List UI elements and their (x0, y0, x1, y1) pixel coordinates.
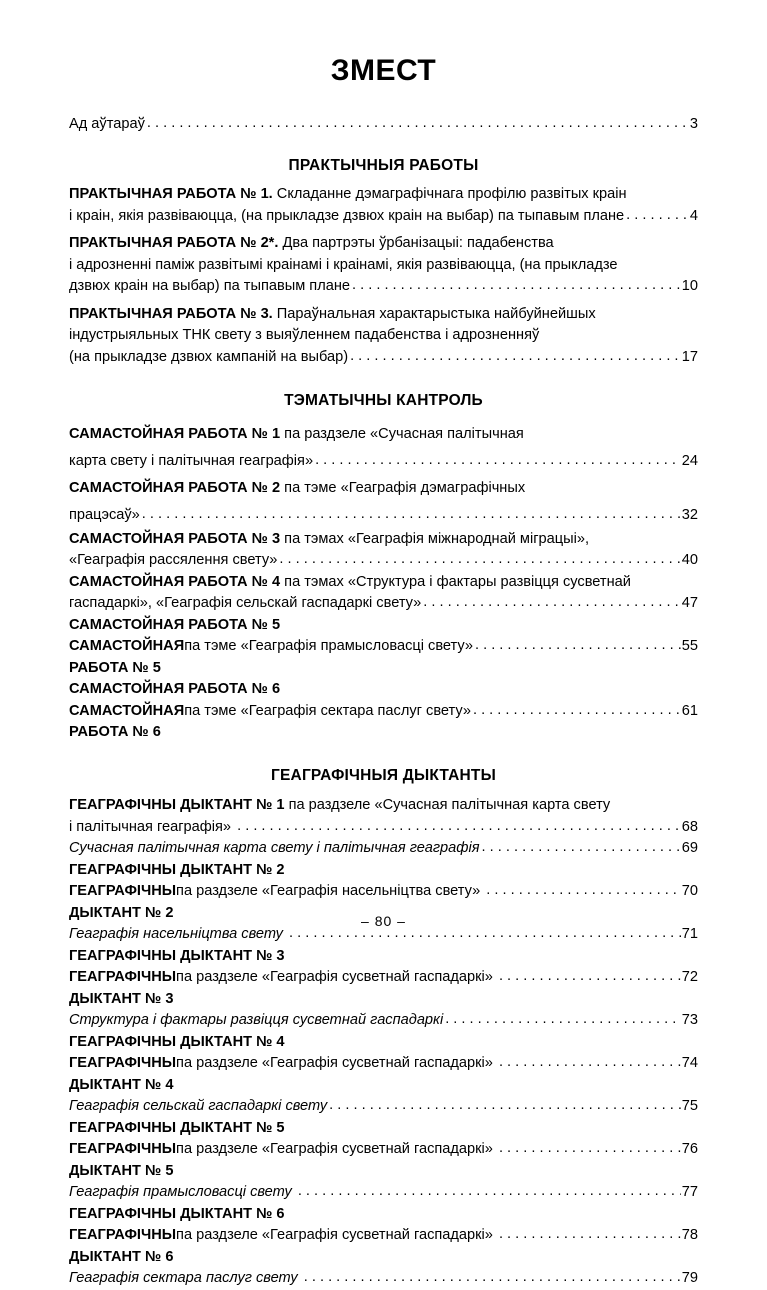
folio-page-number: – 80 – (361, 913, 406, 929)
toc-entry-text: Сучасная палітычная карта свету і палітычная геаграфія (69, 840, 480, 857)
toc-page-number: 10 (681, 278, 698, 295)
toc-entry-tail (69, 701, 698, 744)
toc-section-thematic-control (69, 392, 698, 744)
leader-dots (147, 113, 689, 135)
toc-entry-text: Ад аўтараў (69, 116, 145, 132)
leader-dots (237, 816, 681, 838)
leader-dots (423, 592, 681, 614)
toc-entry-text: карта свету і палітычная геаграфія» (69, 452, 314, 469)
toc-entry-line (69, 529, 698, 551)
toc-entry-label: САМАСТОЙНАЯ РАБОТА № 6 (69, 702, 185, 741)
toc-entry-text: Геаграфія прамысловасці свету (69, 1184, 296, 1201)
toc-page-number: 79 (681, 1270, 698, 1287)
leader-dots (499, 966, 681, 988)
toc-entry-text: па раздзеле «Геаграфія сусветнай гаспадаркі» (176, 1227, 497, 1244)
toc-entry-tail (69, 817, 698, 839)
toc-entry[interactable] (69, 615, 698, 680)
leader-dots (626, 205, 689, 227)
toc-entry-tail (69, 1010, 698, 1032)
toc-entry-line (69, 860, 698, 882)
toc-entry-label: ГЕАГРАФІЧНЫ ДЫКТАНТ № 5 (69, 1119, 285, 1136)
toc-entry-text: па раздзеле «Геаграфія сусветнай гаспадаркі» (176, 1141, 497, 1158)
leader-dots (298, 1181, 681, 1203)
toc-entry-text: гаспадаркі», «Геаграфія сельскай гаспадаркі свету» (69, 595, 422, 612)
toc-entry[interactable] (69, 946, 698, 1011)
toc-entry-label: САМАСТОЙНАЯ РАБОТА № 2 (69, 479, 281, 496)
section-heading-thematic-control: ТЭМАТЫЧНЫ КАНТРОЛЬ (284, 392, 483, 410)
toc-page-number: 32 (681, 506, 698, 523)
toc-section-practical-works (69, 157, 698, 369)
toc-entry-text: Геаграфія насельніцтва свету (69, 926, 288, 943)
leader-dots (142, 501, 681, 528)
toc-entry-label: ГЕАГРАФІЧНЫ ДЫКТАНТ № 5 (69, 1141, 177, 1179)
toc-page-number: 71 (681, 926, 698, 943)
toc-entry-line (69, 615, 698, 637)
toc-entry-label: ПРАКТЫЧНАЯ РАБОТА № 1. (69, 186, 273, 203)
toc-entry[interactable] (69, 421, 698, 475)
toc-entry-tail (69, 347, 698, 369)
toc-entry-text: па раздзеле «Геаграфія сусветнай гаспадаркі» (176, 969, 497, 986)
toc-entry[interactable] (69, 1268, 698, 1290)
toc-sections (69, 157, 698, 1290)
toc-entry-text: па раздзеле «Сучасная палітычная карта свету (284, 797, 611, 814)
toc-page-number: 55 (681, 638, 698, 655)
toc-entry-text: працэсаў» (69, 506, 140, 523)
toc-entry[interactable] (69, 679, 698, 744)
toc-entry-label: ГЕАГРАФІЧНЫ ДЫКТАНТ № 4 (69, 1033, 285, 1050)
toc-entry-label: ГЕАГРАФІЧНЫ ДЫКТАНТ № 3 (69, 969, 177, 1007)
toc-entry-text: па раздзеле «Геаграфія насельніцтва свету» (176, 883, 485, 900)
toc-entry[interactable] (69, 1204, 698, 1269)
toc-entry-line (69, 304, 698, 326)
toc-entry[interactable] (69, 1182, 698, 1204)
toc-entry-text: па тэме «Геаграфія дэмаграфічных (280, 479, 526, 496)
toc-entry[interactable] (69, 184, 698, 227)
leader-dots (279, 549, 680, 571)
toc-entry-text: па тэме «Геаграфія сектара паслуг свету» (184, 702, 471, 719)
toc-section-geographic-dictations (69, 767, 698, 1290)
leader-dots (482, 837, 681, 859)
toc-entry[interactable] (69, 529, 698, 572)
toc-entry-text: Складанне дэмаграфічнага профілю развітых краін (272, 186, 627, 203)
toc-entry-label: САМАСТОЙНАЯ РАБОТА № 6 (69, 681, 281, 698)
toc-entry-text: па раздзеле «Сучасная палітычная (280, 425, 524, 442)
toc-entry-line: і адрозненні паміж развітымі краінамі і краінамі, якія развіваюцца, (на прыкладзе (69, 256, 618, 273)
toc-page-number: 24 (681, 452, 698, 469)
toc-entry-tail (69, 502, 698, 529)
toc-entry-text: (на прыкладзе дзвюх кампаній на выбар) (69, 348, 349, 365)
toc-entry-tail (69, 593, 698, 615)
toc-page-number: 74 (681, 1055, 698, 1072)
toc-entry-tail (69, 1182, 698, 1204)
toc-page-number: 72 (681, 969, 698, 986)
toc-page-number: 69 (681, 840, 698, 857)
toc-page-number: 17 (681, 348, 698, 365)
toc-entry-label: САМАСТОЙНАЯ РАБОТА № 1 (69, 425, 281, 442)
toc-entry-tail (69, 838, 698, 860)
toc-entry-label: ГЕАГРАФІЧНЫ ДЫКТАНТ № 6 (69, 1205, 285, 1222)
toc-page-number: 76 (681, 1141, 698, 1158)
toc-entry-line (69, 184, 698, 206)
toc-entry-text: па тэмах «Геаграфія міжнароднай міграцыі», (280, 530, 590, 547)
toc-entry-tail (69, 1053, 698, 1096)
table-of-contents (69, 87, 698, 1290)
toc-entry-tail (69, 448, 698, 475)
toc-entry-line (69, 1204, 698, 1226)
toc-entry[interactable] (69, 795, 698, 838)
toc-page-number: 47 (681, 595, 698, 612)
toc-page-number: 61 (681, 702, 698, 719)
toc-entry-line (69, 795, 698, 817)
leader-dots (315, 447, 681, 474)
leader-dots (499, 1138, 681, 1160)
toc-entry-label: ГЕАГРАФІЧНЫ ДЫКТАНТ № 4 (69, 1055, 177, 1093)
toc-entry-label: САМАСТОЙНАЯ РАБОТА № 4 (69, 573, 281, 590)
leader-dots (352, 275, 681, 297)
toc-page-number: 77 (681, 1184, 698, 1201)
toc-page-number: 78 (681, 1227, 698, 1244)
toc-entry-tail (69, 206, 698, 228)
leader-dots (486, 880, 680, 902)
toc-entry-line (69, 679, 698, 701)
toc-entry-line (69, 572, 698, 594)
toc-entry-text: па тэмах «Структура і фактары развіцця сусветнай (280, 573, 631, 590)
toc-entry-label: ПРАКТЫЧНАЯ РАБОТА № 2*. (69, 235, 279, 252)
toc-entry[interactable] (69, 475, 698, 529)
toc-page-number: 4 (689, 207, 698, 224)
toc-entry-tail (69, 1225, 698, 1268)
toc-entry-line: індустрыяльных ТНК свету з выяўленнем падабенства і адрозненняў (69, 327, 540, 344)
toc-entry-text: і краін, якія развіваюцца, (на прыкладзе дзвюх краін на выбар) па тыпавым плане (69, 207, 625, 224)
toc-entry[interactable] (69, 304, 698, 369)
toc-entry-line (69, 946, 698, 968)
toc-entry-text: дзвюх краін на выбар) па тыпавым плане (69, 278, 351, 295)
toc-entry-label: ГЕАГРАФІЧНЫ ДЫКТАНТ № 2 (69, 883, 177, 921)
toc-entry-text: Структура і фактары развіцця сусветнай гаспадаркі (69, 1012, 444, 1029)
toc-entry-line (69, 475, 698, 502)
toc-entry-tail (69, 1139, 698, 1182)
toc-entry-tail (69, 1268, 698, 1290)
leader-dots (445, 1009, 681, 1031)
toc-entry-text: Параўнальная характарыстыка найбуйнейшых (272, 305, 596, 322)
toc-entry-tail (69, 1096, 698, 1118)
toc-entry-label: ГЕАГРАФІЧНЫ ДЫКТАНТ № 3 (69, 947, 285, 964)
toc-entry-label: ГЕАГРАФІЧНЫ ДЫКТАНТ № 2 (69, 861, 285, 878)
toc-entry-author[interactable] (69, 114, 698, 136)
leader-dots (499, 1224, 681, 1246)
toc-entry[interactable] (69, 1010, 698, 1032)
toc-entry-label: САМАСТОЙНАЯ РАБОТА № 5 (69, 616, 281, 633)
toc-entry-text: Два партрэты ўрбанізацыі: падабенства (278, 235, 554, 252)
toc-entry-text: па раздзеле «Геаграфія сусветнай гаспадаркі» (176, 1055, 497, 1072)
page-title: ЗМЕСТ (330, 54, 437, 87)
toc-entry-line (69, 1118, 698, 1140)
toc-page-number: 68 (681, 818, 698, 835)
toc-entry-text: Геаграфія сектара паслуг свету (69, 1270, 302, 1287)
leader-dots (499, 1052, 681, 1074)
section-heading-geographic-dictations: ГЕАГРАФІЧНЫЯ ДЫКТАНТЫ (271, 766, 496, 784)
toc-entry[interactable] (69, 838, 698, 860)
toc-entry-line (69, 421, 698, 448)
toc-entry-label: ГЕАГРАФІЧНЫ ДЫКТАНТ № 1 (69, 797, 285, 814)
leader-dots (350, 346, 681, 368)
leader-dots (329, 1095, 681, 1117)
toc-entry[interactable] (69, 1032, 698, 1097)
toc-entry-line (69, 233, 698, 255)
toc-entry-label: ГЕАГРАФІЧНЫ ДЫКТАНТ № 6 (69, 1227, 177, 1265)
toc-entry[interactable] (69, 572, 698, 615)
leader-dots (473, 700, 681, 722)
toc-entry-tail (69, 967, 698, 1010)
toc-entry-text: «Геаграфія рассялення свету» (69, 552, 278, 569)
toc-entry[interactable] (69, 233, 698, 298)
toc-entry-label: САМАСТОЙНАЯ РАБОТА № 5 (69, 638, 185, 676)
toc-entry-tail (69, 276, 698, 298)
toc-entry-tail (69, 636, 698, 679)
toc-entry-text: і палітычная геаграфія» (69, 818, 236, 835)
toc-page-number: 73 (681, 1012, 698, 1029)
toc-entry-text: Геаграфія сельскай гаспадаркі свету (69, 1098, 328, 1115)
toc-entry-label: ПРАКТЫЧНАЯ РАБОТА № 3. (69, 305, 273, 322)
toc-entry-line (69, 1032, 698, 1054)
toc-entry-label: САМАСТОЙНАЯ РАБОТА № 3 (69, 530, 281, 547)
toc-entry[interactable] (69, 1118, 698, 1183)
toc-entry[interactable] (69, 1096, 698, 1118)
toc-page-number: 3 (689, 116, 698, 132)
section-heading-practical-works: ПРАКТЫЧНЫЯ РАБОТЫ (288, 156, 479, 174)
toc-entry-text: па тэме «Геаграфія прамысловасці свету» (184, 638, 473, 655)
toc-page-number: 40 (681, 552, 698, 569)
toc-entry-tail (69, 550, 698, 572)
leader-dots (475, 635, 681, 657)
leader-dots (304, 1267, 681, 1289)
toc-page-number: 70 (681, 883, 698, 900)
toc-page-number: 75 (681, 1098, 698, 1115)
